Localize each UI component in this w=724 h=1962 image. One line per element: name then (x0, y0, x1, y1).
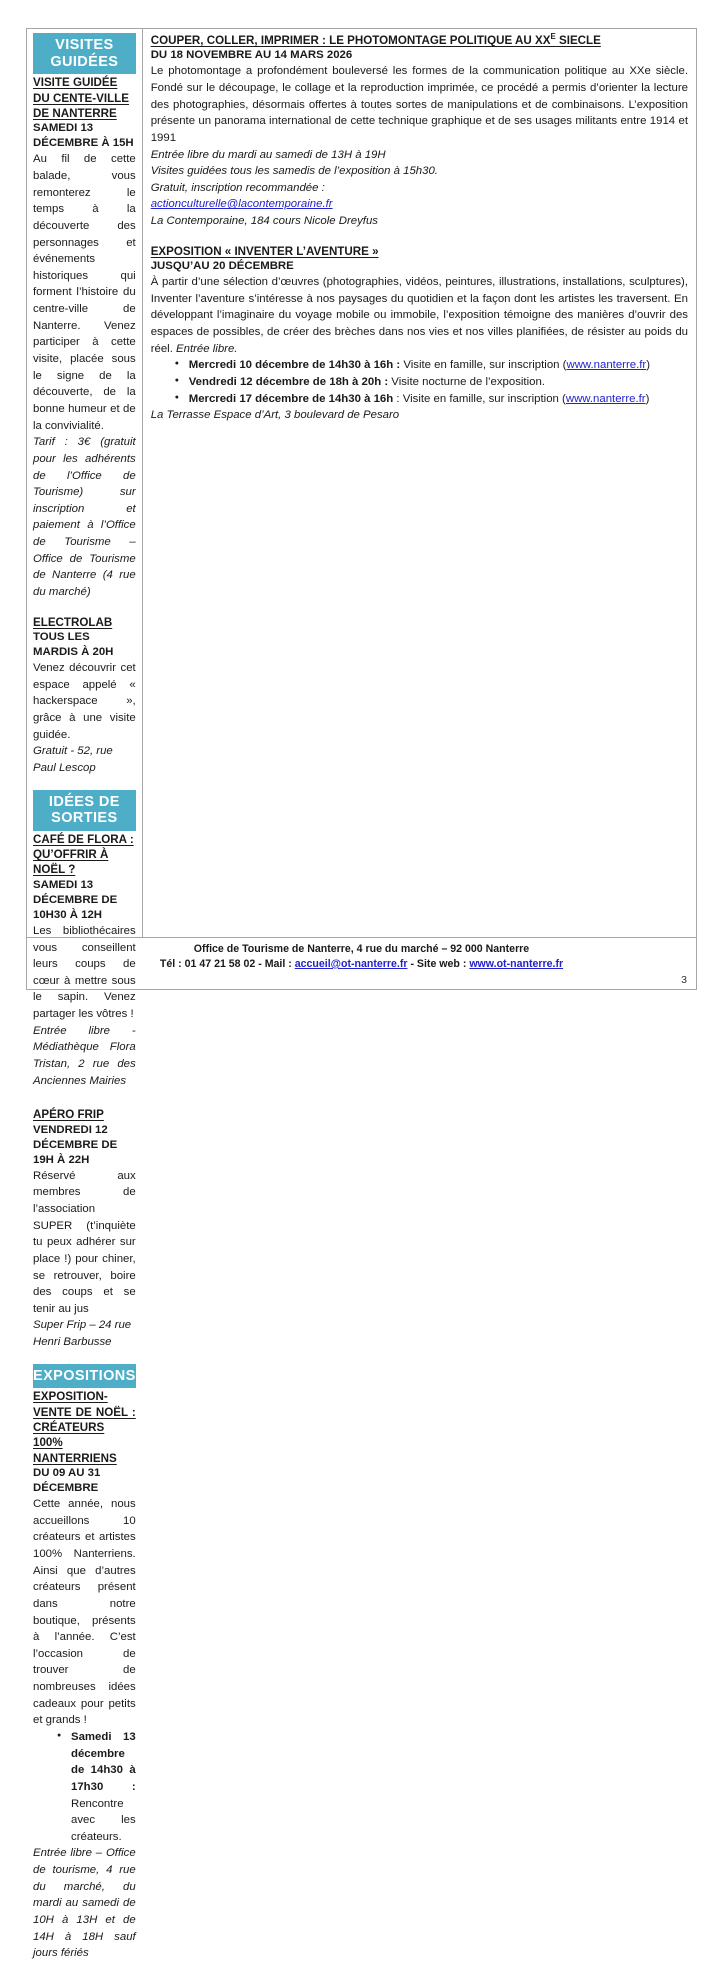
spacer (151, 230, 688, 243)
entry-body: Les bibliothécaires vous conseillent leurs coups de cœur à mettre sous le sapin. Venez partager les vôtres ! (33, 924, 136, 1021)
bullet-bold-text: Mercredi 10 décembre de 14h30 à 16h : (188, 359, 401, 372)
footer (27, 937, 696, 989)
right-column (143, 29, 696, 937)
entry-title-part2: SIECLE (555, 34, 601, 47)
footer-website-link[interactable]: www.ot-nanterre.fr (469, 958, 564, 971)
entry-venue: La Terrasse Espace d’Art, 3 boulevard de Pesaro (150, 409, 400, 422)
footer-contact (35, 957, 688, 972)
entry-title: EXPOSITION « INVENTER L’AVENTURE » (150, 244, 379, 258)
spacer (33, 601, 136, 614)
entry-exposition-vente-noel (33, 1389, 136, 1962)
entry-date: DU 09 AU 31 DÉCEMBRE (33, 1466, 101, 1494)
entry-body: Le photomontage a profondément bouleversé les formes de la communication politique au XXe siècle. Fondé sur le découpage, le collage et la reproduction imprimée, ce procédé a permis d’orienter la lecture des photographies, désormais offertes à toutes sortes de manipulations et de combinaisons. L’exposition présente un panorama international de cette technique graphique et de ses usages militants entre 1914 et 1991 (150, 65, 688, 144)
left-column (27, 29, 143, 1960)
entry-info: Tarif : 3€ (gratuit pour les adhérents de l’Office de Tourisme) sur inscription et paiement à l’Office de Tourisme – Office de Tourisme de Nanterre (4 rue du marché) (33, 436, 136, 598)
bullet-rest-text: Rencontre avec les créateurs. (71, 1797, 136, 1843)
entry-date: TOUS LES MARDIS À 20H (33, 630, 114, 658)
entry-body: Cette année, nous accueillons 10 créateurs et artistes 100% Nanterriens. Ainsi que d’autres créateurs présent dans notre boutique, présents à l’année. C’est l’occasion de trouver de nombreuses idées cadeaux pour petits et grands ! (33, 1498, 136, 1727)
email-link[interactable]: actionculturelle@lacontemporaine.fr (150, 198, 333, 211)
list-item (189, 357, 688, 374)
entry-body: Réservé aux membres de l’association SUPER (t’inquiète tu peux adhérer sur place !) pour chiner, se retrouver, boire des coups et se tenir au jus (33, 1169, 136, 1315)
entry-email-line (151, 196, 688, 213)
bullet-bold-text: Samedi 13 décembre de 14h30 à 17h30 : (71, 1730, 136, 1793)
entry-body-text: À partir d’une sélection d’œuvres (photographies, vidéos, peintures, illustrations, installations, sculptures), Inventer l’aventure s’intéresse à nos paysages du quotidien et la façon dont les artistes les traversent. En développant l’imaginaire du voyage mobile ou immobile, l’exposition témoigne des manières d’ouvrir des espaces de possibles, de créer des brèches dans nos vies et nos villes planifiées, de résister au poids du réel. (150, 276, 688, 355)
section-banner-expositions: EXPOSITIONS (33, 1364, 136, 1389)
website-link[interactable]: www.nanterre.fr (565, 392, 646, 405)
section-banner-visites-guidees: VISITES GUIDÉES (33, 33, 136, 74)
list-item (189, 374, 688, 391)
entry-info-line-2: Visites guidées tous les samedis de l’exposition à 15h30. (150, 165, 438, 178)
entry-date: JUSQU’AU 20 DÉCEMBRE (150, 260, 294, 273)
entry-exposition-inventer-laventure (151, 244, 688, 424)
entry-title: CAFÉ DE FLORA : QU’OFFRIR À NOËL ? (33, 832, 134, 877)
spacer (33, 1089, 136, 1106)
entry-title: ELECTROLAB (33, 615, 113, 629)
bullet-rest-text: Visite en famille, sur inscription ( (400, 359, 567, 372)
entry-info-line-3: Gratuit, inscription recommandée : (150, 181, 325, 194)
footer-email-link[interactable]: accueil@ot-nanterre.fr (294, 958, 408, 971)
entry-body (151, 274, 688, 357)
entry-date: VENDREDI 12 DÉCEMBRE DE 19H À 22H (33, 1123, 118, 1166)
entry-info: Entrée libre – Office de tourisme, 4 rue du marché, du mardi au samedi de 10H à 13H et de 14H à 18H sauf jours fériés (33, 1847, 136, 1960)
entry-title: APÉRO FRIP (33, 1108, 104, 1122)
document-table (26, 28, 697, 1960)
bullet-rest-text: : Visite en famille, sur inscription ( (393, 392, 566, 405)
entry-visite-guidee-centre-ville (33, 75, 136, 600)
entry-body: Venez découvrir cet espace appelé « hackerspace », grâce à une visite guidée. (33, 662, 136, 741)
list-item (71, 1729, 136, 1845)
page-number: 3 (681, 974, 687, 986)
entry-info: Entrée libre - Médiathèque Flora Tristan, 2 rue des Anciennes Mairies (33, 1024, 136, 1087)
entry-body-italic-tail: Entrée libre. (172, 342, 238, 355)
website-link[interactable]: www.nanterre.fr (566, 359, 647, 372)
entry-info-line-1: Entrée libre du mardi au samedi de 13H à 19H (150, 148, 386, 161)
entry-title (151, 33, 688, 48)
entry-couper-coller-imprimer (151, 33, 688, 230)
entry-info: Gratuit - 52, rue Paul Lescop (33, 745, 113, 774)
entry-apero-frip (33, 1107, 136, 1350)
footer-address: Office de Tourisme de Nanterre, 4 rue du marché – 92 000 Nanterre (193, 943, 530, 955)
spacer (33, 1351, 136, 1364)
bullet-rest-text: Visite nocturne de l’exposition. (388, 375, 545, 388)
section-banner-idees-de-sorties: IDÉES DE SORTIES (33, 790, 136, 831)
spacer (33, 777, 136, 790)
entry-electrolab (33, 615, 136, 777)
bullet-tail-text: ) (646, 359, 651, 372)
entry-bullet-list (151, 357, 688, 407)
entry-title-part1: COUPER, COLLER, IMPRIMER : LE PHOTOMONTAGE POLITIQUE AU XX (150, 34, 551, 47)
entry-title-superscript: E (550, 32, 556, 42)
entry-date: DU 18 NOVEMBRE AU 14 MARS 2026 (150, 49, 353, 62)
entry-body: Au fil de cette balade, vous remonterez le temps à la découverte des personnages et événements historiques qui forment l’histoire du centre-ville de Nanterre. Venez participer à cette visite, placée sous le signe de la découverte, de la bonne humeur et de la convivialité. (33, 153, 136, 432)
entry-info: Super Frip – 24 rue Henri Barbusse (33, 1319, 132, 1349)
bullet-tail-text: ) (645, 392, 650, 405)
entry-title: VISITE GUIDÉE DU CENTE-VILLE DE NANTERRE (33, 76, 129, 120)
bullet-bold-text: Mercredi 17 décembre de 14h30 à 16h (188, 392, 394, 405)
footer-phone-label: Tél : 01 47 21 58 02 - Mail : (159, 958, 295, 971)
entry-date: SAMEDI 13 DÉCEMBRE À 15H (33, 122, 134, 150)
footer-website-label: - Site web : (407, 958, 470, 971)
entry-title: EXPOSITION-VENTE DE NOËL : CRÉATEURS 100% NANTERRIENS (33, 1390, 136, 1465)
entry-bullet-list (33, 1729, 136, 1845)
entry-venue: La Contemporaine, 184 cours Nicole Dreyfus (150, 215, 378, 228)
bullet-bold-text: Vendredi 12 décembre de 18h à 20h : (188, 375, 389, 388)
list-item (189, 391, 688, 408)
entry-date: SAMEDI 13 DÉCEMBRE DE 10H30 À 12H (33, 878, 118, 921)
